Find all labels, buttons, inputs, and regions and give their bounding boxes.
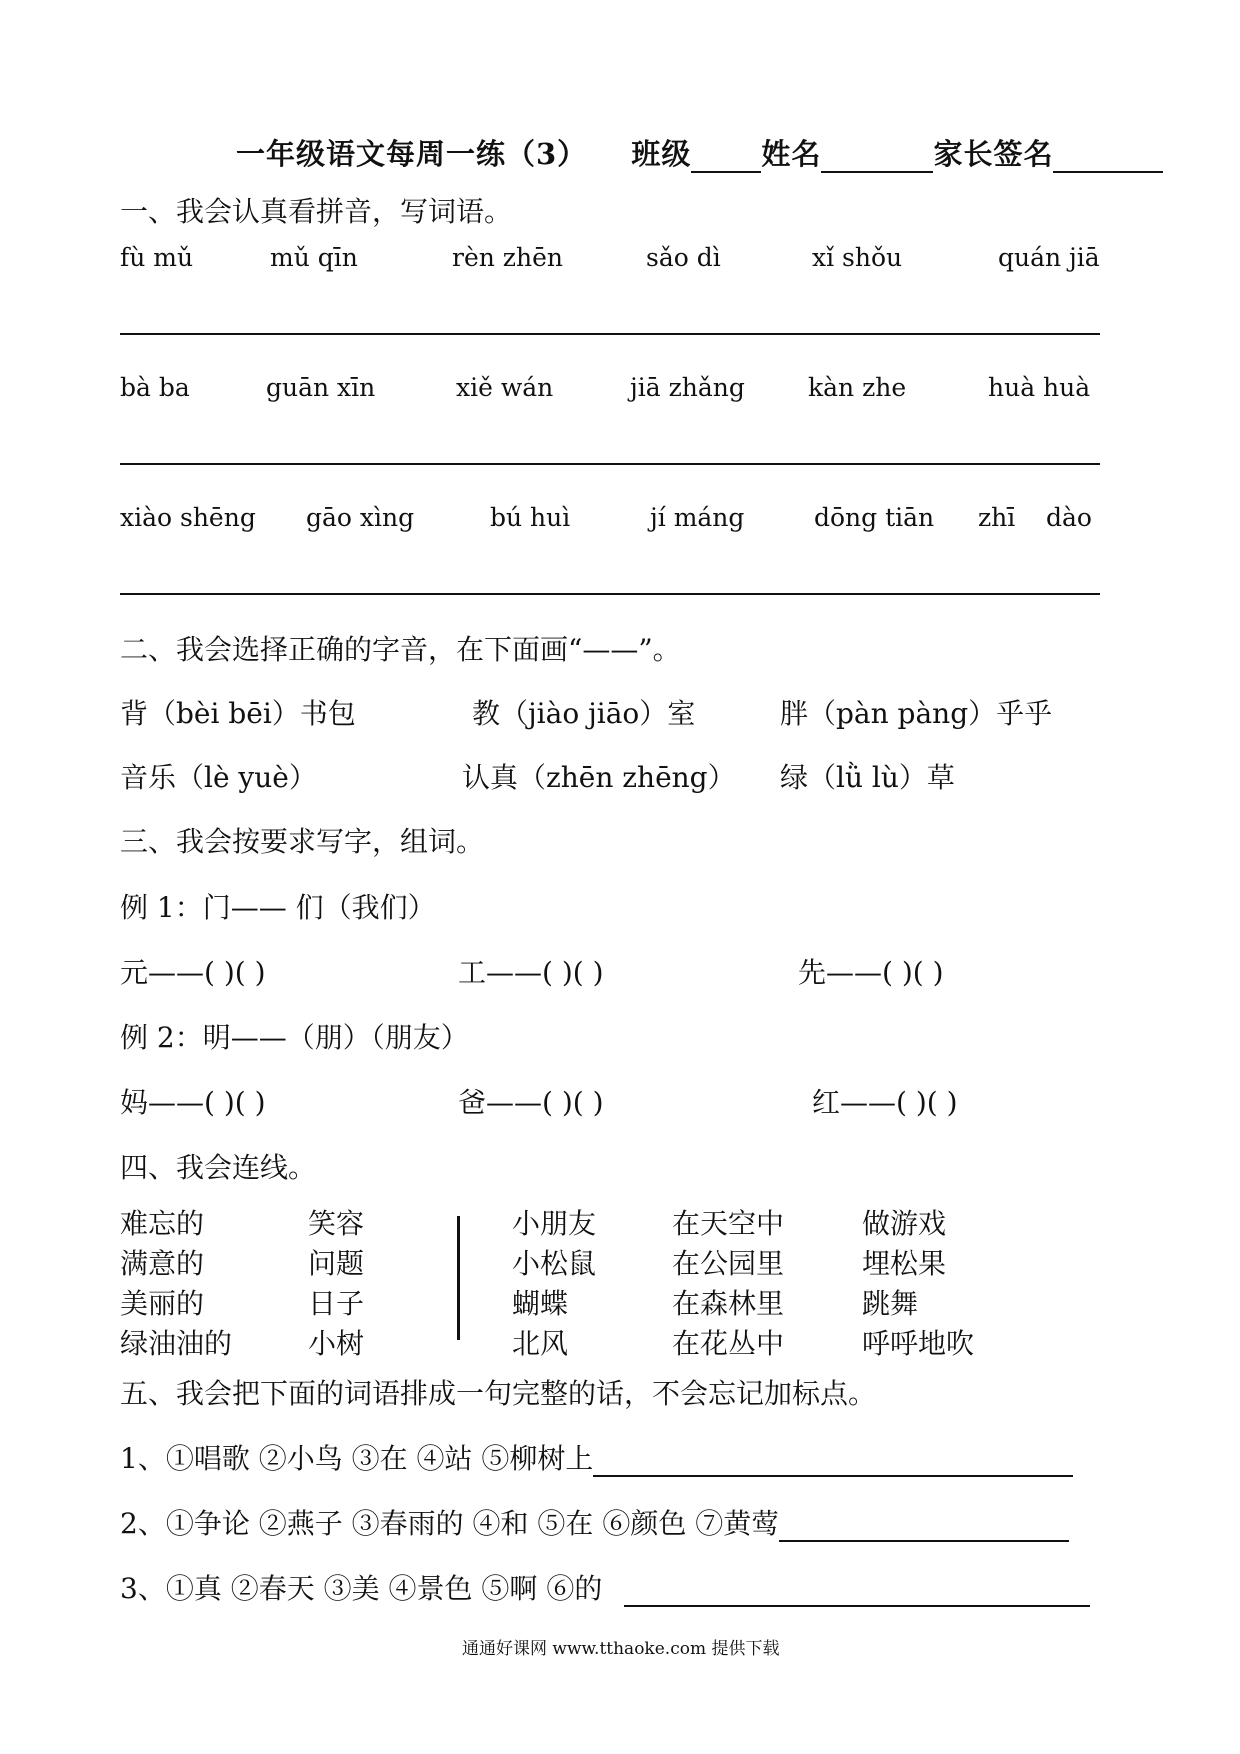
answer-line[interactable] xyxy=(120,463,1100,465)
sentence-item xyxy=(120,1502,1069,1542)
name-label: 姓名 xyxy=(761,137,822,171)
match-word[interactable]: 在森林里 xyxy=(672,1287,785,1320)
pinyin-item: quán jiā xyxy=(998,243,1100,272)
match-word[interactable]: 难忘的 xyxy=(120,1207,205,1240)
match-word[interactable]: 小树 xyxy=(308,1327,365,1360)
pinyin-item: guān xīn xyxy=(266,373,376,402)
word-build-item[interactable]: 妈——( )( ) xyxy=(120,1086,266,1119)
pinyin-item: kàn zhe xyxy=(808,373,907,402)
pinyin-item: xiě wán xyxy=(456,373,554,402)
pinyin-item: bú huì xyxy=(490,503,571,532)
pinyin-item: mǔ qīn xyxy=(270,243,358,272)
column-divider xyxy=(457,1216,460,1340)
parent-signature-label: 家长签名 xyxy=(933,137,1054,171)
sentence-words: 2、①争论 ②燕子 ③春雨的 ④和 ⑤在 ⑥颜色 ⑦黄莺 xyxy=(120,1507,780,1540)
pronunciation-choice[interactable]: 背（bèi bēi）书包 xyxy=(120,697,356,730)
sentence-words: 1、①唱歌 ②小鸟 ③在 ④站 ⑤柳树上 xyxy=(120,1442,594,1475)
match-word[interactable]: 在天空中 xyxy=(672,1207,785,1240)
example-2: 例 2：明——（朋）（朋友） xyxy=(120,1021,469,1054)
pinyin-item: zhī xyxy=(978,503,1016,532)
word-build-item[interactable]: 爸——( )( ) xyxy=(458,1086,604,1119)
pinyin-item: sǎo dì xyxy=(646,243,721,272)
match-word[interactable]: 跳舞 xyxy=(862,1287,919,1320)
pinyin-item: xiào shēng xyxy=(120,503,256,532)
answer-line[interactable] xyxy=(120,333,1100,335)
pronunciation-choice[interactable]: 胖（pàn pàng）乎乎 xyxy=(780,697,1053,730)
sentence-item xyxy=(120,1437,1073,1477)
answer-line[interactable] xyxy=(120,593,1100,595)
match-word[interactable]: 美丽的 xyxy=(120,1287,205,1320)
sentence-answer-line[interactable] xyxy=(593,1447,1073,1477)
match-word[interactable]: 在公园里 xyxy=(672,1247,785,1280)
footer-credit: 通通好课网 www.tthaoke.com 提供下载 xyxy=(462,1639,780,1659)
pinyin-item: fù mǔ xyxy=(120,243,194,272)
match-word[interactable]: 小松鼠 xyxy=(512,1247,597,1280)
word-build-item[interactable]: 元——( )( ) xyxy=(120,956,266,989)
example-1: 例 1：门—— 们（我们） xyxy=(120,891,436,924)
pinyin-item: jiā zhǎng xyxy=(630,373,745,402)
sentence-answer-line[interactable] xyxy=(624,1577,1090,1607)
section1-heading: 一、我会认真看拼音，写词语。 xyxy=(120,195,513,228)
pronunciation-choice[interactable]: 音乐（lè yuè） xyxy=(120,761,317,794)
section3-heading: 三、我会按要求写字，组词。 xyxy=(120,825,485,858)
section5-heading: 五、我会把下面的词语排成一句完整的话，不会忘记加标点。 xyxy=(120,1377,877,1410)
sentence-answer-line[interactable] xyxy=(779,1512,1069,1542)
match-word[interactable]: 在花丛中 xyxy=(672,1327,785,1360)
worksheet-title: 一年级语文每周一练（3） xyxy=(236,137,588,171)
section4-heading: 四、我会连线。 xyxy=(120,1151,317,1184)
class-label: 班级 xyxy=(631,137,692,171)
match-word[interactable]: 日子 xyxy=(308,1287,365,1320)
match-word[interactable]: 呼呼地吹 xyxy=(862,1327,975,1360)
class-blank[interactable] xyxy=(691,141,761,173)
page-title xyxy=(236,132,1163,173)
pinyin-item: bà ba xyxy=(120,373,190,402)
match-word[interactable]: 做游戏 xyxy=(862,1207,947,1240)
match-word[interactable]: 满意的 xyxy=(120,1247,205,1280)
pinyin-item: xǐ shǒu xyxy=(812,243,903,272)
sentence-item xyxy=(120,1567,1090,1607)
match-word[interactable]: 笑容 xyxy=(308,1207,365,1240)
pinyin-item: jí máng xyxy=(650,503,745,532)
match-word[interactable]: 蝴蝶 xyxy=(512,1287,569,1320)
match-word[interactable]: 问题 xyxy=(308,1247,365,1280)
word-build-item[interactable]: 先——( )( ) xyxy=(798,956,944,989)
word-build-item[interactable]: 工——( )( ) xyxy=(458,956,604,989)
pinyin-item: gāo xìng xyxy=(306,503,415,532)
pronunciation-choice[interactable]: 认真（zhēn zhēng） xyxy=(462,761,736,794)
pronunciation-choice[interactable]: 绿（lǜ lù）草 xyxy=(780,761,955,794)
pinyin-item: rèn zhēn xyxy=(452,243,563,272)
match-word[interactable]: 小朋友 xyxy=(512,1207,597,1240)
match-word[interactable]: 绿油油的 xyxy=(120,1327,233,1360)
name-blank[interactable] xyxy=(821,141,933,173)
match-word[interactable]: 北风 xyxy=(512,1327,569,1360)
pronunciation-choice[interactable]: 教（jiào jiāo）室 xyxy=(472,697,696,730)
section2-heading: 二、我会选择正确的字音，在下面画“——”。 xyxy=(120,633,681,666)
sentence-words: 3、①真 ②春天 ③美 ④景色 ⑤啊 ⑥的 xyxy=(120,1572,603,1605)
pinyin-item: dōng tiān xyxy=(814,503,935,532)
match-word[interactable]: 埋松果 xyxy=(862,1247,947,1280)
pinyin-item: dào xyxy=(1046,503,1092,532)
parent-signature-blank[interactable] xyxy=(1053,141,1163,173)
word-build-item[interactable]: 红——( )( ) xyxy=(812,1086,958,1119)
pinyin-item: huà huà xyxy=(988,373,1091,402)
